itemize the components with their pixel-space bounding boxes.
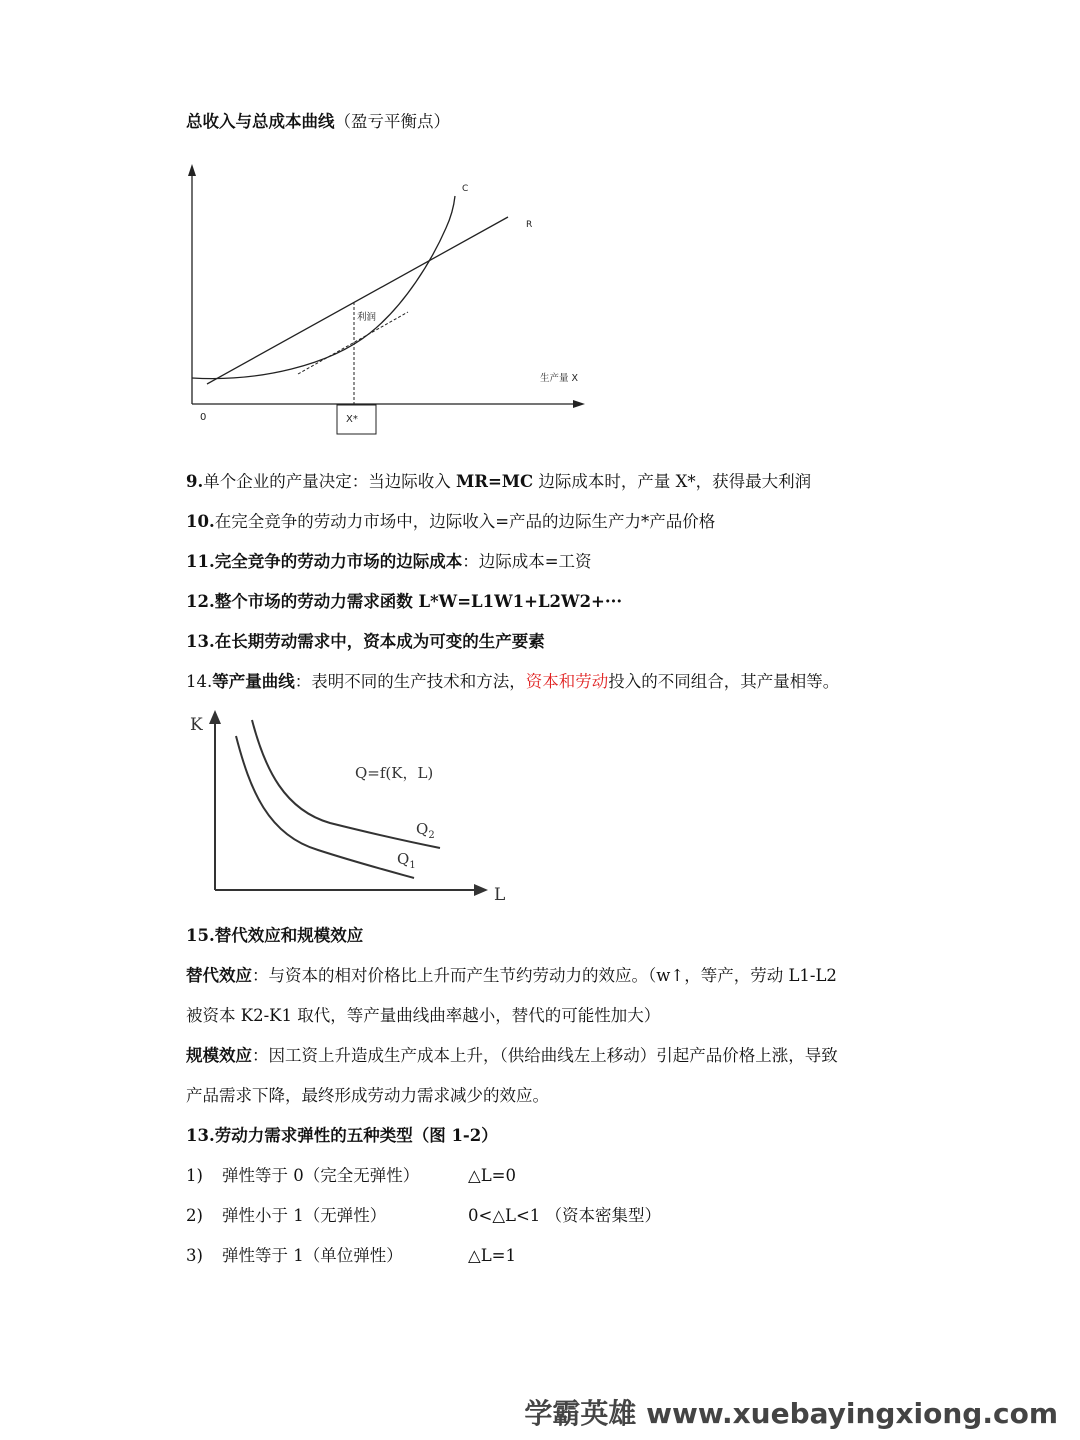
item-14-red-text: 资本和劳动 bbox=[525, 672, 609, 691]
item-13a: 13.在长期劳动需求中，资本成为可变的生产要素 bbox=[186, 632, 545, 651]
label-xstar: X* bbox=[346, 414, 358, 425]
scale-effect-line2: 产品需求下降，最终形成劳动力需求减少的效应。 bbox=[186, 1086, 549, 1105]
chart2-y-arrow bbox=[209, 710, 221, 724]
label-q2-letter: Q bbox=[416, 820, 429, 838]
list-item-label: 弹性等于 1（单位弹性） bbox=[222, 1246, 403, 1265]
list-item-formula: △L=0 bbox=[468, 1166, 516, 1185]
scale-effect-text: ：因工资上升造成生产成本上升，（供给曲线左上移动）引起产品价格上涨，导致 bbox=[252, 1046, 838, 1065]
chart1-y-arrow bbox=[188, 164, 196, 176]
list-item-formula: △L=1 bbox=[468, 1246, 516, 1265]
chart2-x-arrow bbox=[474, 884, 488, 896]
item-9-text-1: 单个企业的产量决定：当边际收入 bbox=[203, 472, 456, 491]
item-13b: 13.劳动力需求弹性的五种类型（图 1-2） bbox=[186, 1126, 498, 1145]
substitution-effect-line1 bbox=[186, 965, 837, 987]
cost-curve bbox=[192, 196, 455, 379]
label-q1-letter: Q bbox=[397, 850, 410, 868]
section-title-sub: （盈亏平衡点） bbox=[334, 112, 450, 131]
label-q1 bbox=[397, 850, 416, 871]
label-k: K bbox=[190, 715, 203, 735]
label-q2 bbox=[416, 820, 435, 841]
chart1-x-arrow bbox=[573, 400, 585, 408]
list-item-number: 3) bbox=[186, 1246, 203, 1265]
revenue-cost-chart bbox=[0, 0, 1080, 460]
label-r: R bbox=[526, 220, 533, 230]
scale-effect-head: 规模效应 bbox=[186, 1046, 252, 1065]
label-l: L bbox=[494, 885, 506, 905]
item-12: 12.整个市场的劳动力需求函数 L*W=L1W1+L2W2+··· bbox=[186, 592, 623, 611]
label-profit: 利润 bbox=[357, 312, 377, 323]
item-9 bbox=[186, 471, 811, 493]
item-9-bold: MR=MC bbox=[455, 472, 534, 491]
isoquant-chart bbox=[0, 700, 1080, 910]
watermark: 学霸英雄 www.xuebayingxiong.com bbox=[524, 1397, 1058, 1430]
item-14-text-1: ：表明不同的生产技术和方法， bbox=[294, 672, 526, 691]
substitution-effect-text: ：与资本的相对价格比上升而产生节约劳动力的效应。（w↑，等产，劳动 L1-L2 bbox=[252, 966, 837, 985]
isoquant-q1 bbox=[236, 736, 414, 878]
list-item-formula: 0<△L<1 （资本密集型） bbox=[468, 1206, 662, 1225]
substitution-effect-line2: 被资本 K2-K1 取代，等产量曲线曲率越小，替代的可能性加大） bbox=[186, 1006, 661, 1025]
tangent-line bbox=[298, 312, 408, 374]
isoquant-formula: Q=f(K，L) bbox=[355, 764, 434, 782]
item-9-text-2: 边际成本时，产量 X*，获得最大利润 bbox=[533, 472, 812, 491]
list-item-number: 1) bbox=[186, 1166, 203, 1185]
item-10-text: 在完全竞争的劳动力市场中，边际收入=产品的边际生产力*产品价格 bbox=[214, 512, 716, 531]
label-c: C bbox=[462, 184, 469, 194]
item-14-head: 等产量曲线 bbox=[212, 672, 295, 691]
item-14-number: 14. bbox=[186, 672, 213, 691]
item-14-text-2: 投入的不同组合，其产量相等。 bbox=[608, 672, 840, 691]
list-item-label: 弹性等于 0（完全无弹性） bbox=[222, 1166, 420, 1185]
item-9-number: 9. bbox=[186, 472, 204, 491]
list-item-number: 2) bbox=[186, 1206, 203, 1225]
label-origin: 0 bbox=[200, 412, 207, 423]
label-q2-sub: 2 bbox=[428, 830, 435, 841]
label-q1-sub: 1 bbox=[409, 860, 416, 871]
item-10 bbox=[186, 511, 715, 533]
item-11-text: ：边际成本=工资 bbox=[462, 552, 592, 571]
list-item-label: 弹性小于 1（无弹性） bbox=[222, 1206, 387, 1225]
item-15: 15.替代效应和规模效应 bbox=[186, 926, 364, 945]
revenue-line bbox=[207, 217, 508, 384]
item-10-number: 10. bbox=[186, 512, 215, 531]
scale-effect-line1 bbox=[186, 1045, 838, 1067]
item-14 bbox=[186, 671, 839, 693]
item-11 bbox=[186, 551, 592, 573]
substitution-effect-head: 替代效应 bbox=[186, 966, 252, 985]
section-title-main: 总收入与总成本曲线 bbox=[186, 112, 335, 131]
label-x-axis: 生产量 X bbox=[540, 373, 579, 384]
item-11-head: 11.完全竞争的劳动力市场的边际成本 bbox=[186, 552, 463, 571]
